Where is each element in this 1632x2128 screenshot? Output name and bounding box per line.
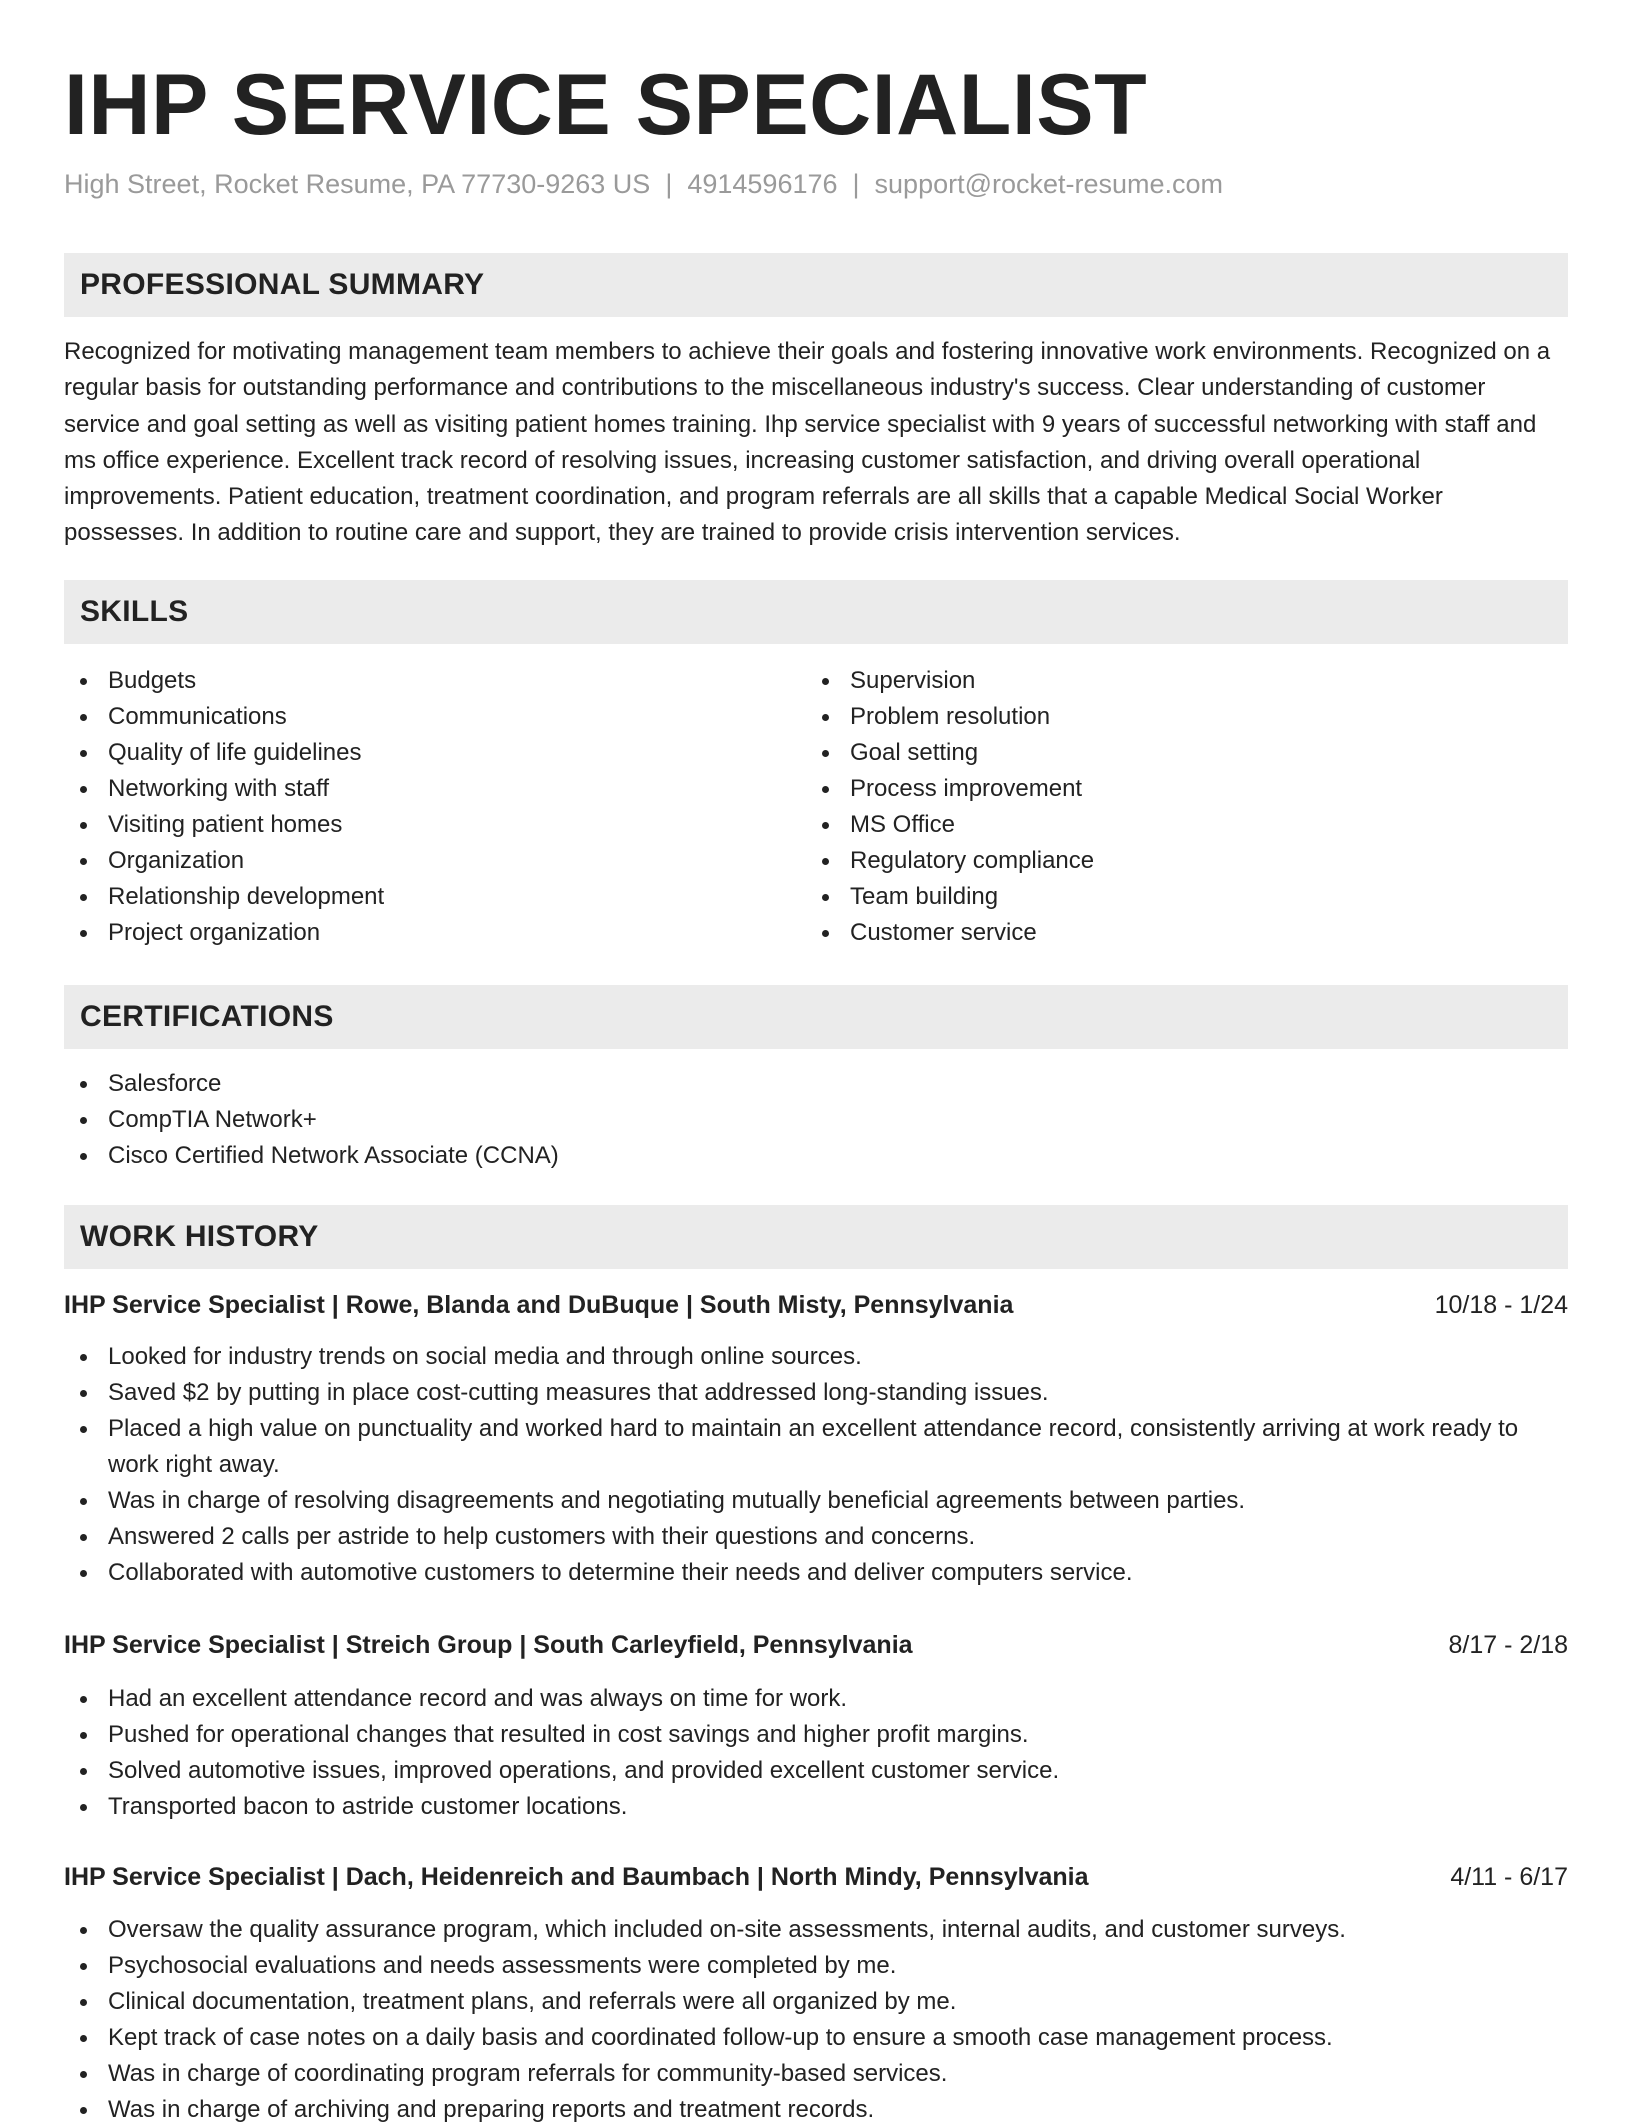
contact-separator: |	[665, 169, 673, 199]
job-bullet: Pushed for operational changes that resulted in cost savings and higher profit margins.	[64, 1717, 1568, 1753]
skills-heading: SKILLS	[64, 580, 1568, 644]
skill-item: Project organization	[64, 915, 764, 951]
job-bullet: Kept track of case notes on a daily basis and coordinated follow-up to ensure a smooth case management process.	[64, 2020, 1568, 2056]
job-bullet: Answered 2 calls per astride to help customers with their questions and concerns.	[64, 1519, 1568, 1555]
job-title: IHP Service Specialist | Dach, Heidenreich and Baumbach | North Mindy, Pennsylvania	[64, 1863, 1089, 1891]
job-bullet: Clinical documentation, treatment plans, and referrals were all organized by me.	[64, 1984, 1568, 2020]
job-bullet: Psychosocial evaluations and needs assessments were completed by me.	[64, 1948, 1568, 1984]
skill-item: Quality of life guidelines	[64, 735, 764, 771]
candidate-name: IHP SERVICE SPECIALIST	[64, 57, 1148, 153]
job-dates: 10/18 - 1/24	[1434, 1291, 1568, 1319]
skill-item: Organization	[64, 843, 764, 879]
job-bullet: Was in charge of resolving disagreements and negotiating mutually beneficial agreements between parties.	[64, 1483, 1568, 1519]
job-dates: 4/11 - 6/17	[1450, 1863, 1568, 1891]
contact-separator: |	[852, 169, 860, 199]
job-bullet: Was in charge of archiving and preparing reports and treatment records.	[64, 2092, 1568, 2128]
skill-item: Regulatory compliance	[806, 843, 1506, 879]
certifications-heading: CERTIFICATIONS	[64, 985, 1568, 1049]
job-bullets	[64, 1912, 1568, 2128]
skill-item: Team building	[806, 879, 1506, 915]
certification-item: Salesforce	[64, 1066, 1568, 1102]
job-bullet: Placed a high value on punctuality and worked hard to maintain an excellent attendance record, consistently arriving at work ready to work right away.	[64, 1411, 1568, 1483]
skill-item: Goal setting	[806, 735, 1506, 771]
job-bullet: Oversaw the quality assurance program, which included on-site assessments, internal audits, and customer surveys.	[64, 1912, 1568, 1948]
job-bullet: Saved $2 by putting in place cost-cutting measures that addressed long-standing issues.	[64, 1375, 1568, 1411]
skill-item: Budgets	[64, 663, 764, 699]
certifications-list	[64, 1066, 1568, 1174]
certification-item: CompTIA Network+	[64, 1102, 1568, 1138]
job-bullet: Looked for industry trends on social media and through online sources.	[64, 1339, 1568, 1375]
contact-line	[64, 166, 1223, 202]
summary-heading: PROFESSIONAL SUMMARY	[64, 253, 1568, 317]
summary-text: Recognized for motivating management team members to achieve their goals and fostering innovative work environments. Recognized on a regular basis for outstanding performance and contributions to the miscellaneous industry's success. Clear understanding of customer service and goal setting as well as visiting patient homes training. Ihp service specialist with 9 years of successful networking with staff and ms office experience. Excellent track record of resolving issues, increasing customer satisfaction, and driving overall operational improvements. Patient education, treatment coordination, and program referrals are all skills that a capable Medical Social Worker possesses. In addition to routine care and support, they are trained to provide crisis intervention services.	[64, 338, 1551, 547]
skill-item: MS Office	[806, 807, 1506, 843]
skills-list-right	[806, 663, 1506, 951]
contact-phone: 4914596176	[687, 169, 838, 199]
job-bullets	[64, 1681, 1568, 1825]
skill-item: Networking with staff	[64, 771, 764, 807]
certification-item: Cisco Certified Network Associate (CCNA)	[64, 1138, 1568, 1174]
job-bullet: Had an excellent attendance record and was always on time for work.	[64, 1681, 1568, 1717]
job-bullet: Collaborated with automotive customers to determine their needs and deliver computers service.	[64, 1555, 1568, 1591]
skill-item: Relationship development	[64, 879, 764, 915]
contact-email: support@rocket-resume.com	[874, 169, 1224, 199]
work-history-heading: WORK HISTORY	[64, 1205, 1568, 1269]
job-title: IHP Service Specialist | Rowe, Blanda and DuBuque | South Misty, Pennsylvania	[64, 1291, 1014, 1319]
skill-item: Visiting patient homes	[64, 807, 764, 843]
job-bullets	[64, 1339, 1568, 1591]
job-bullet: Solved automotive issues, improved operations, and provided excellent customer service.	[64, 1753, 1568, 1789]
skill-item: Customer service	[806, 915, 1506, 951]
job-bullet: Transported bacon to astride customer locations.	[64, 1789, 1568, 1825]
contact-address: High Street, Rocket Resume, PA 77730-9263 US	[64, 169, 651, 199]
job-title: IHP Service Specialist | Streich Group | South Carleyfield, Pennsylvania	[64, 1631, 913, 1659]
skill-item: Problem resolution	[806, 699, 1506, 735]
job-bullet: Was in charge of coordinating program referrals for community-based services.	[64, 2056, 1568, 2092]
job-dates: 8/17 - 2/18	[1448, 1631, 1568, 1659]
skills-list-left	[64, 663, 764, 951]
skill-item: Process improvement	[806, 771, 1506, 807]
skill-item: Supervision	[806, 663, 1506, 699]
skill-item: Communications	[64, 699, 764, 735]
